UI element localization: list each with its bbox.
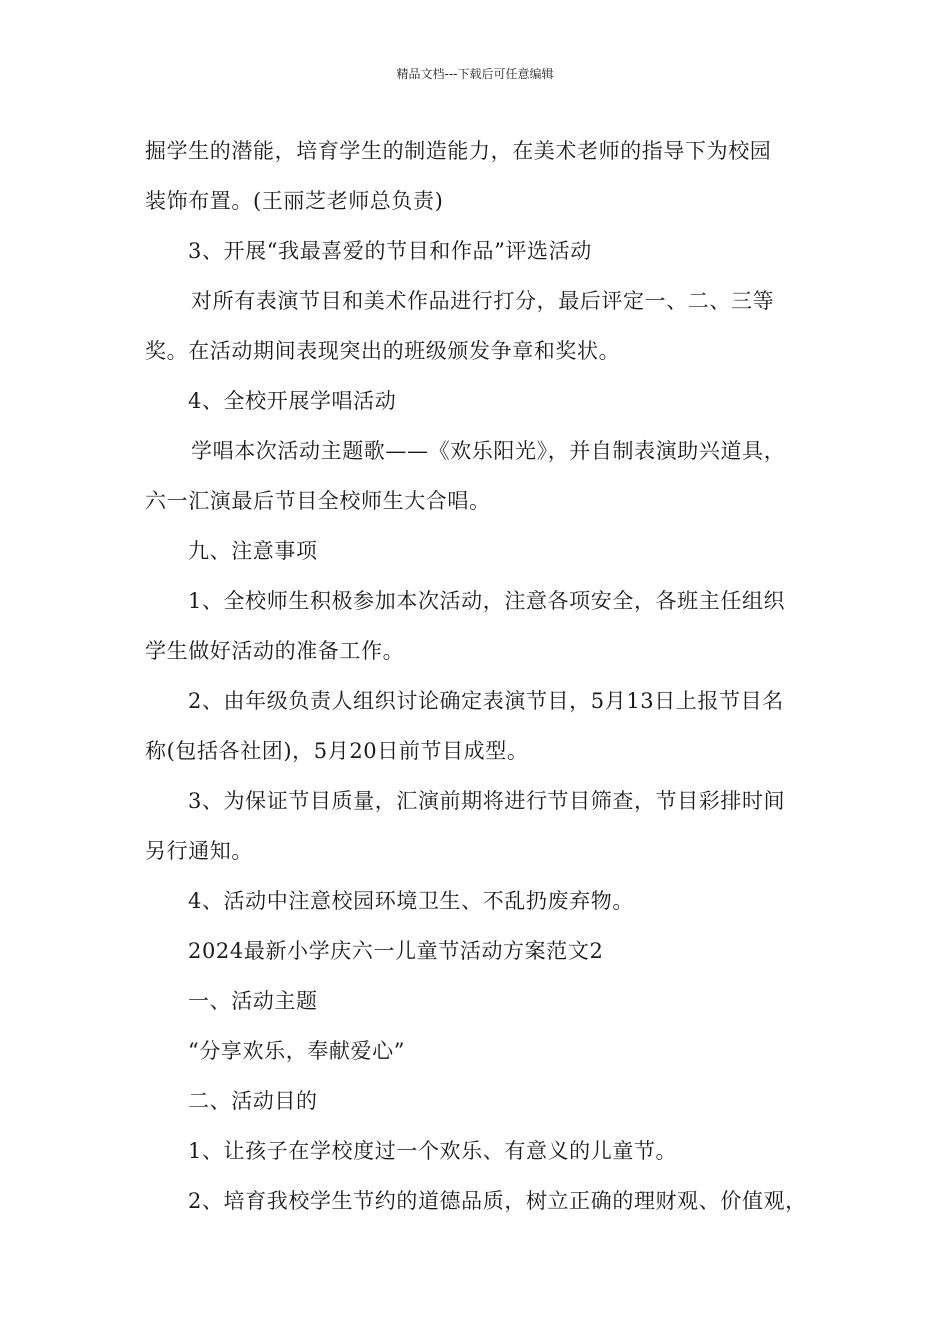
body-line: 对所有表演节目和美术作品进行打分，最后评定一、二、三等 <box>191 289 775 313</box>
document-title: 2024最新小学庆六一儿童节活动方案范文2 <box>188 939 604 963</box>
body-line: 2、由年级负责人组织讨论确定表演节目，5月13日上报节目名 <box>188 689 784 713</box>
body-line: 另行通知。 <box>145 839 253 863</box>
section-heading: 九、注意事项 <box>188 539 318 563</box>
body-line: 4、活动中注意校园环境卫生、不乱扔废弃物。 <box>188 889 634 913</box>
section-heading: 3、开展“我最喜爱的节目和作品”评选活动 <box>188 239 592 263</box>
body-line: 称(包括各社团)，5月20日前节目成型。 <box>145 739 529 763</box>
section-heading: 4、全校开展学唱活动 <box>188 389 397 413</box>
body-line: 1、全校师生积极参加本次活动，注意各项安全，各班主任组织 <box>188 589 786 613</box>
body-line: 奖。在活动期间表现突出的班级颁发争章和奖状。 <box>145 339 621 363</box>
body-line: 六一汇演最后节目全校师生大合唱。 <box>145 489 491 513</box>
section-heading: 二、活动目的 <box>188 1089 318 1113</box>
body-line: 2、培育我校学生节约的道德品质，树立正确的理财观、价值观， <box>188 1189 807 1213</box>
body-line: 3、为保证节目质量，汇演前期将进行节目筛查，节目彩排时间 <box>188 789 786 813</box>
body-line: 1、让孩子在学校度过一个欢乐、有意义的儿童节。 <box>188 1139 678 1163</box>
body-line: 掘学生的潜能，培育学生的制造能力，在美术老师的指导下为校园 <box>145 139 772 163</box>
section-heading: 一、活动主题 <box>188 989 318 1013</box>
page-header: 精品文档---下载后可任意编辑 <box>396 67 554 81</box>
body-line: 学唱本次活动主题歌——《欢乐阳光》，并自制表演助兴道具， <box>191 439 786 463</box>
body-line: 学生做好活动的准备工作。 <box>145 639 405 663</box>
body-line: 装饰布置。(王丽芝老师总负责) <box>145 189 444 213</box>
theme-slogan: “分享欢乐，奉献爱心” <box>188 1039 406 1063</box>
